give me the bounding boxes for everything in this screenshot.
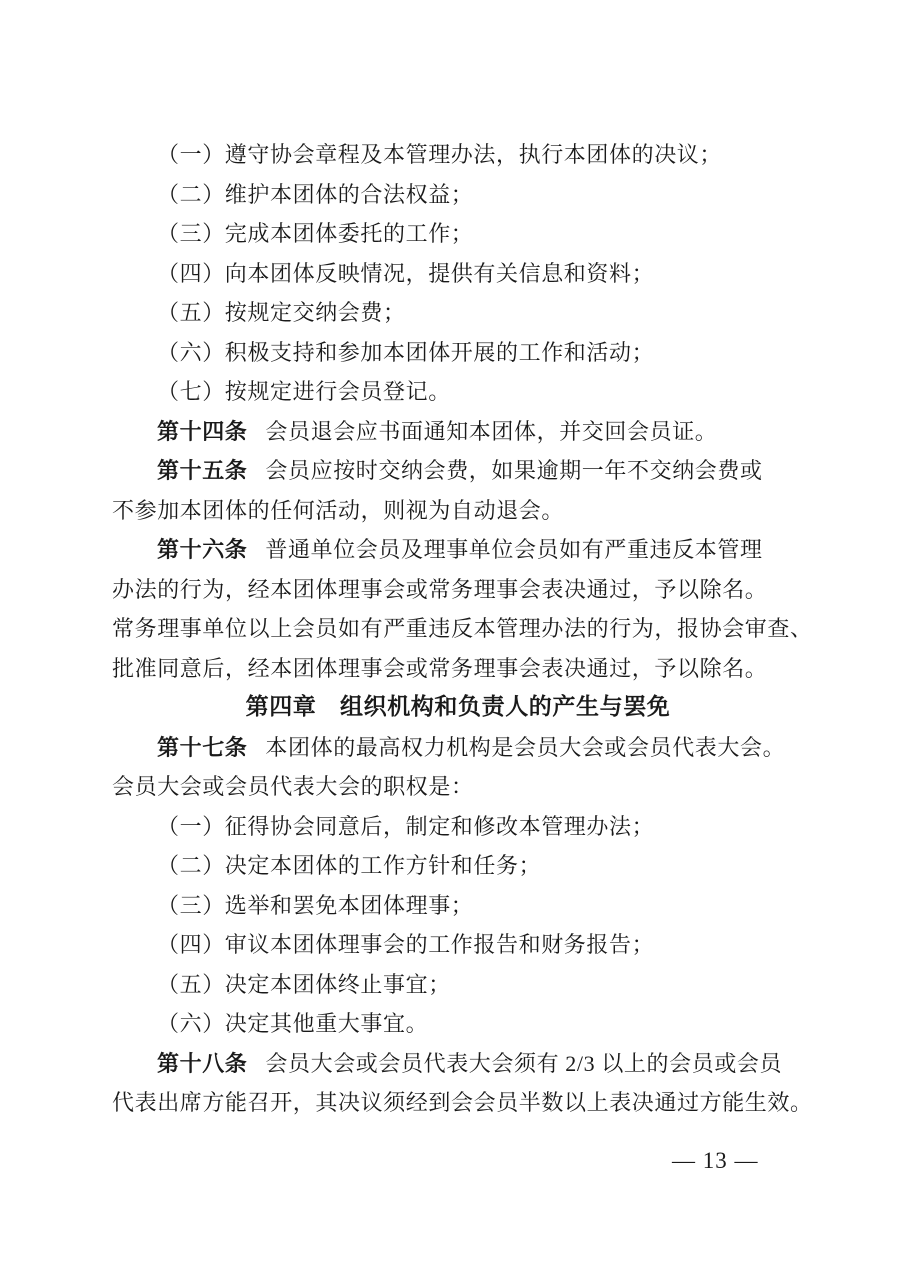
text-line bbox=[112, 372, 804, 412]
text-segment: （二）维护本团体的合法权益； bbox=[157, 181, 474, 207]
text-line bbox=[112, 254, 804, 294]
text-line bbox=[112, 609, 813, 649]
text-line bbox=[112, 293, 804, 333]
text-line bbox=[112, 333, 804, 373]
text-segment: （三）选举和罢免本团体理事； bbox=[157, 892, 474, 918]
article-number: 第十七条 bbox=[157, 734, 248, 760]
text-segment: （一）征得协会同意后，制定和修改本管理办法； bbox=[157, 813, 655, 839]
text-segment: （六）积极支持和参加本团体开展的工作和活动； bbox=[157, 339, 655, 365]
text-segment: 会员大会或会员代表大会须有 2/3 以上的会员或会员 bbox=[265, 1050, 783, 1076]
text-segment: 普通单位会员及理事单位会员如有严重违反本管理 bbox=[265, 537, 763, 562]
text-segment: 会员退会应书面通知本团体，并交回会员证。 bbox=[265, 418, 718, 444]
text-segment: （四）审议本团体理事会的工作报告和财务报告； bbox=[157, 932, 655, 957]
text-line bbox=[112, 886, 804, 926]
text-line bbox=[112, 135, 804, 175]
text-segment: 批准同意后，经本团体理事会或常务理事会表决通过，予以除名。 bbox=[112, 655, 768, 681]
text-segment: 办法的行为，经本团体理事会或常务理事会表决通过，予以除名。 bbox=[112, 576, 768, 602]
chapter-heading bbox=[112, 688, 804, 728]
article-number: 第十八条 bbox=[157, 1050, 248, 1076]
text-line bbox=[112, 1044, 804, 1084]
article-number: 第十五条 bbox=[157, 458, 248, 483]
text-segment: （四）向本团体反映情况，提供有关信息和资料； bbox=[157, 260, 655, 286]
text-line bbox=[112, 767, 804, 807]
text-segment: 常务理事单位以上会员如有严重违反本管理办法的行为，报协会审查、 bbox=[112, 616, 813, 641]
text-line bbox=[112, 570, 804, 610]
text-line bbox=[112, 214, 804, 254]
text-line bbox=[112, 175, 804, 215]
article-number: 第十六条 bbox=[157, 537, 248, 562]
article-number: 第十四条 bbox=[157, 418, 248, 444]
text-segment: （五）按规定交纳会费； bbox=[157, 300, 406, 325]
text-line bbox=[112, 925, 804, 965]
text-segment: （一）遵守协会章程及本管理办法，执行本团体的决议； bbox=[157, 142, 723, 167]
text-segment: 第四章 组织机构和负责人的产生与罢免 bbox=[245, 694, 671, 720]
text-line bbox=[112, 491, 804, 531]
text-segment: （六）决定其他重大事宜。 bbox=[157, 1011, 429, 1036]
page-number: — 13 — bbox=[672, 1148, 759, 1173]
text-line bbox=[112, 846, 804, 886]
text-line bbox=[112, 649, 804, 689]
text-line bbox=[112, 965, 804, 1005]
text-segment: 会员应按时交纳会费，如果逾期一年不交纳会费或 bbox=[265, 458, 763, 483]
text-segment: （七）按规定进行会员登记。 bbox=[157, 379, 451, 404]
text-segment: 不参加本团体的任何活动，则视为自动退会。 bbox=[112, 497, 565, 523]
document-body bbox=[112, 135, 813, 1123]
text-line bbox=[112, 412, 804, 452]
text-line bbox=[112, 807, 804, 847]
text-line bbox=[112, 451, 804, 491]
text-segment: 代表出席方能召开，其决议须经到会会员半数以上表决通过方能生效。 bbox=[112, 1090, 813, 1115]
text-line bbox=[112, 1083, 813, 1123]
text-line bbox=[112, 728, 804, 768]
text-line bbox=[112, 1004, 804, 1044]
text-segment: 本团体的最高权力机构是会员大会或会员代表大会。 bbox=[265, 734, 786, 760]
text-segment: 会员大会或会员代表大会的职权是： bbox=[112, 774, 474, 799]
text-segment: （二）决定本团体的工作方针和任务； bbox=[157, 853, 542, 878]
text-line bbox=[112, 530, 804, 570]
text-segment: （五）决定本团体终止事宜； bbox=[157, 971, 451, 997]
text-segment: （三）完成本团体委托的工作； bbox=[157, 221, 474, 246]
